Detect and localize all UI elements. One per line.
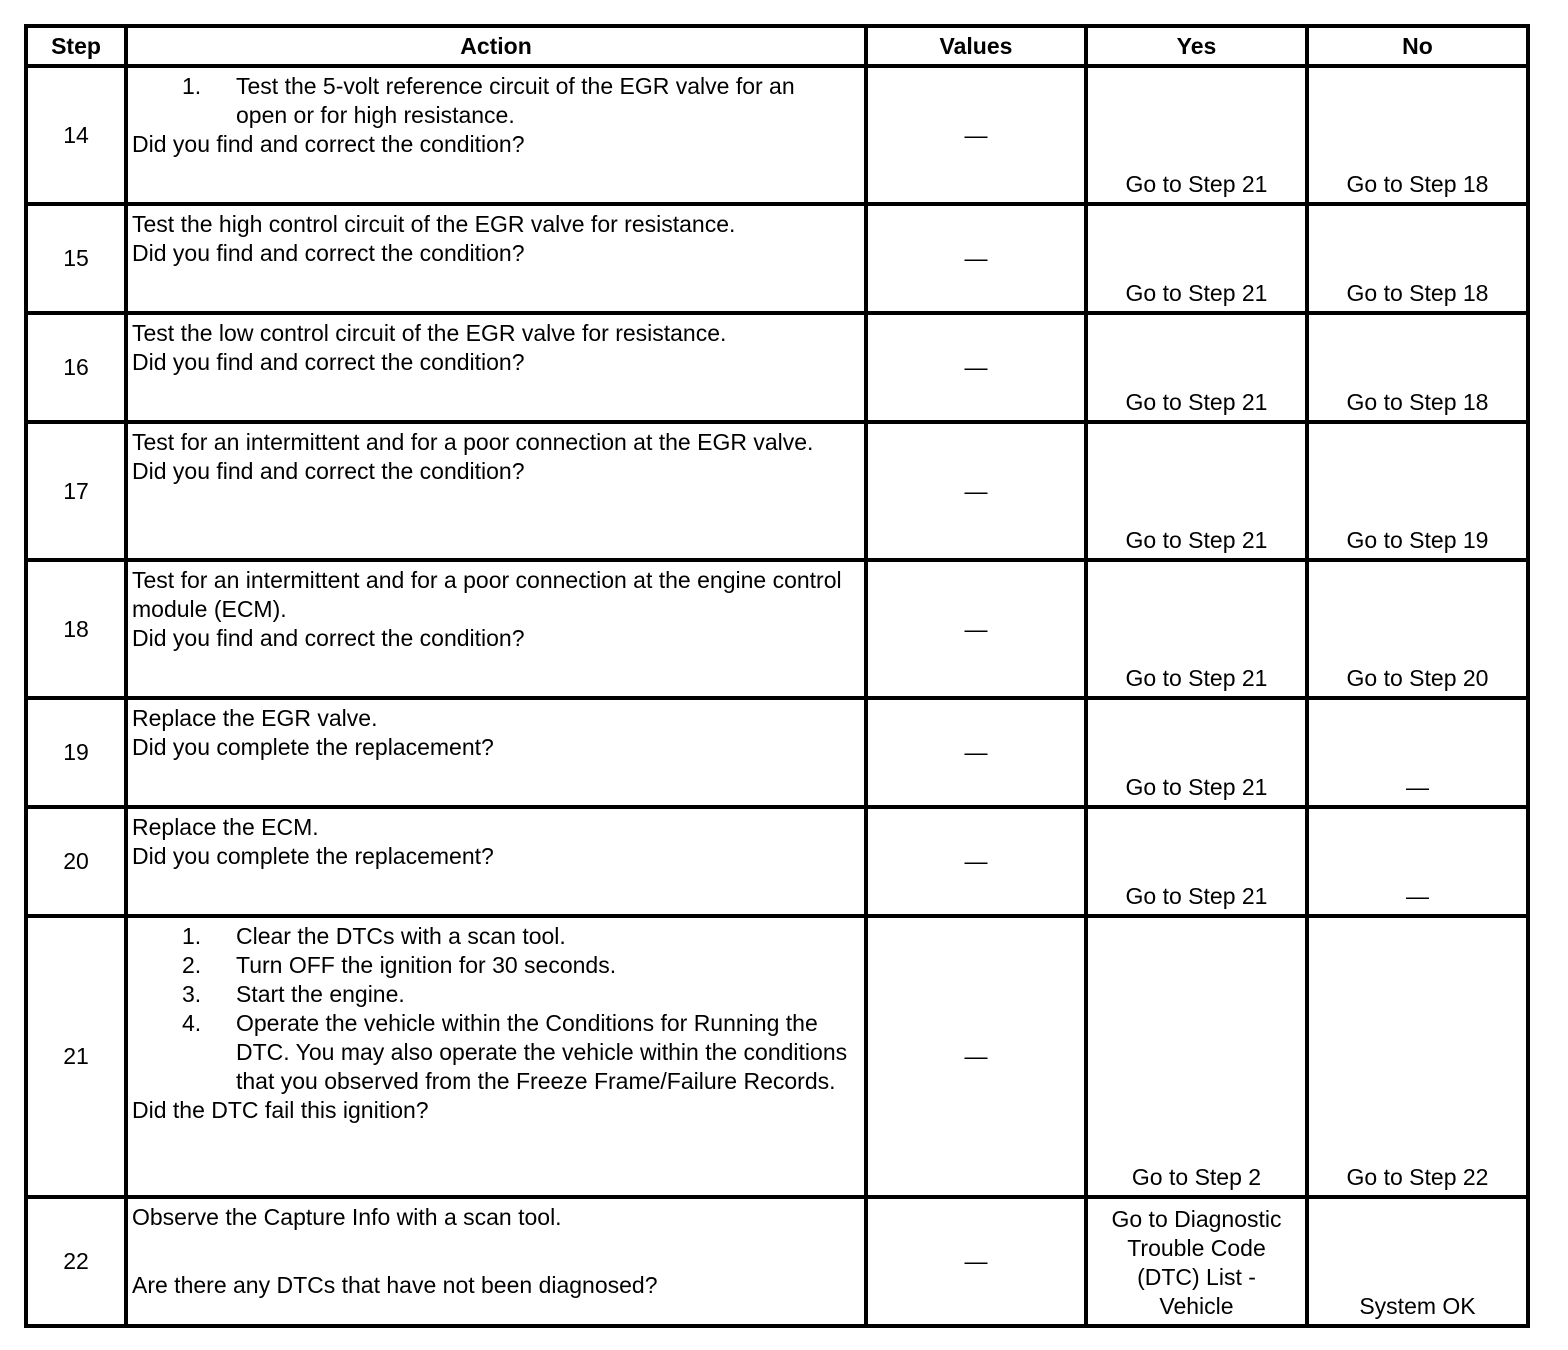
no-cell: Go to Step 20 <box>1307 560 1528 698</box>
no-cell: — <box>1307 698 1528 807</box>
step-number: 16 <box>26 313 126 422</box>
action-cell <box>126 204 866 313</box>
action-list <box>132 72 860 130</box>
instruction-text: Test for an intermittent and for a poor connection at the EGR valve. <box>132 429 814 455</box>
header-action: Action <box>126 26 866 66</box>
step-number: 21 <box>26 916 126 1197</box>
table-row <box>26 66 1528 204</box>
no-cell: System OK <box>1307 1197 1528 1326</box>
table-row <box>26 698 1528 807</box>
instruction-text: Test for an intermittent and for a poor connection at the engine control module (ECM). <box>132 567 842 622</box>
list-item-number: 2. <box>182 952 202 978</box>
values-cell: — <box>866 204 1086 313</box>
question-text: Did you find and correct the condition? <box>132 240 525 266</box>
values-cell: — <box>866 698 1086 807</box>
instruction-text: Replace the EGR valve. <box>132 705 378 731</box>
action-cell <box>126 916 866 1197</box>
yes-cell: Go to Step 21 <box>1086 560 1307 698</box>
header-no: No <box>1307 26 1528 66</box>
list-item-number: 1. <box>182 923 202 949</box>
values-cell: — <box>866 1197 1086 1326</box>
instruction-text: Observe the Capture Info with a scan tool. <box>132 1204 562 1230</box>
table-row <box>26 422 1528 560</box>
table-row <box>26 807 1528 916</box>
list-item <box>132 980 860 1009</box>
action-cell <box>126 422 866 560</box>
diagnostic-table <box>24 24 1530 1328</box>
values-cell: — <box>866 66 1086 204</box>
list-item-text: Turn OFF the ignition for 30 seconds. <box>236 952 617 978</box>
step-number: 14 <box>26 66 126 204</box>
yes-cell: Go to Step 21 <box>1086 204 1307 313</box>
no-cell: Go to Step 18 <box>1307 204 1528 313</box>
list-item-text: Operate the vehicle within the Conditions for Running the DTC. You may also operate the vehicle within the conditions that you observed from the Freeze Frame/Failure Records. <box>236 1010 848 1094</box>
list-item <box>132 951 860 980</box>
step-number: 19 <box>26 698 126 807</box>
values-cell: — <box>866 313 1086 422</box>
instruction-text: Test the high control circuit of the EGR valve for resistance. <box>132 211 736 237</box>
step-number: 22 <box>26 1197 126 1326</box>
action-cell <box>126 1197 866 1326</box>
values-cell: — <box>866 807 1086 916</box>
list-item-text: Start the engine. <box>236 981 405 1007</box>
table-row <box>26 313 1528 422</box>
header-yes: Yes <box>1086 26 1307 66</box>
table-row <box>26 916 1528 1197</box>
step-number: 15 <box>26 204 126 313</box>
question-text: Did you find and correct the condition? <box>132 458 525 484</box>
no-cell: Go to Step 22 <box>1307 916 1528 1197</box>
question-text: Did you find and correct the condition? <box>132 625 525 651</box>
table-row <box>26 1197 1528 1326</box>
step-number: 20 <box>26 807 126 916</box>
table-row <box>26 204 1528 313</box>
no-cell: Go to Step 18 <box>1307 313 1528 422</box>
no-cell: Go to Step 19 <box>1307 422 1528 560</box>
list-item-text: Clear the DTCs with a scan tool. <box>236 923 566 949</box>
header-row <box>26 26 1528 66</box>
yes-cell: Go to Step 2 <box>1086 916 1307 1197</box>
yes-cell: Go to Step 21 <box>1086 698 1307 807</box>
yes-cell: Go to Diagnostic Trouble Code (DTC) List - Vehicle <box>1086 1197 1307 1326</box>
header-step: Step <box>26 26 126 66</box>
instruction-text: Replace the ECM. <box>132 814 319 840</box>
values-cell: — <box>866 422 1086 560</box>
header-values: Values <box>866 26 1086 66</box>
instruction-text: Test the low control circuit of the EGR valve for resistance. <box>132 320 727 346</box>
question-text: Did you complete the replacement? <box>132 734 494 760</box>
action-cell <box>126 313 866 422</box>
list-item <box>132 72 860 130</box>
table-row <box>26 560 1528 698</box>
no-cell: Go to Step 18 <box>1307 66 1528 204</box>
question-text: Are there any DTCs that have not been diagnosed? <box>132 1272 658 1298</box>
yes-cell: Go to Step 21 <box>1086 422 1307 560</box>
action-list <box>132 922 860 1096</box>
yes-cell: Go to Step 21 <box>1086 313 1307 422</box>
list-item-number: 4. <box>182 1010 202 1036</box>
list-item-text: Test the 5-volt reference circuit of the EGR valve for an open or for high resistance. <box>236 73 795 128</box>
step-number: 17 <box>26 422 126 560</box>
list-item-number: 3. <box>182 981 202 1007</box>
step-number: 18 <box>26 560 126 698</box>
yes-cell: Go to Step 21 <box>1086 66 1307 204</box>
action-cell <box>126 698 866 807</box>
list-item <box>132 922 860 951</box>
action-cell <box>126 66 866 204</box>
action-cell <box>126 560 866 698</box>
values-cell: — <box>866 560 1086 698</box>
values-cell: — <box>866 916 1086 1197</box>
question-text: Did the DTC fail this ignition? <box>132 1097 429 1123</box>
action-cell <box>126 807 866 916</box>
question-text: Did you complete the replacement? <box>132 843 494 869</box>
question-text: Did you find and correct the condition? <box>132 349 525 375</box>
no-cell: — <box>1307 807 1528 916</box>
list-item <box>132 1009 860 1096</box>
list-item-number: 1. <box>182 73 202 99</box>
yes-cell: Go to Step 21 <box>1086 807 1307 916</box>
question-text: Did you find and correct the condition? <box>132 131 525 157</box>
